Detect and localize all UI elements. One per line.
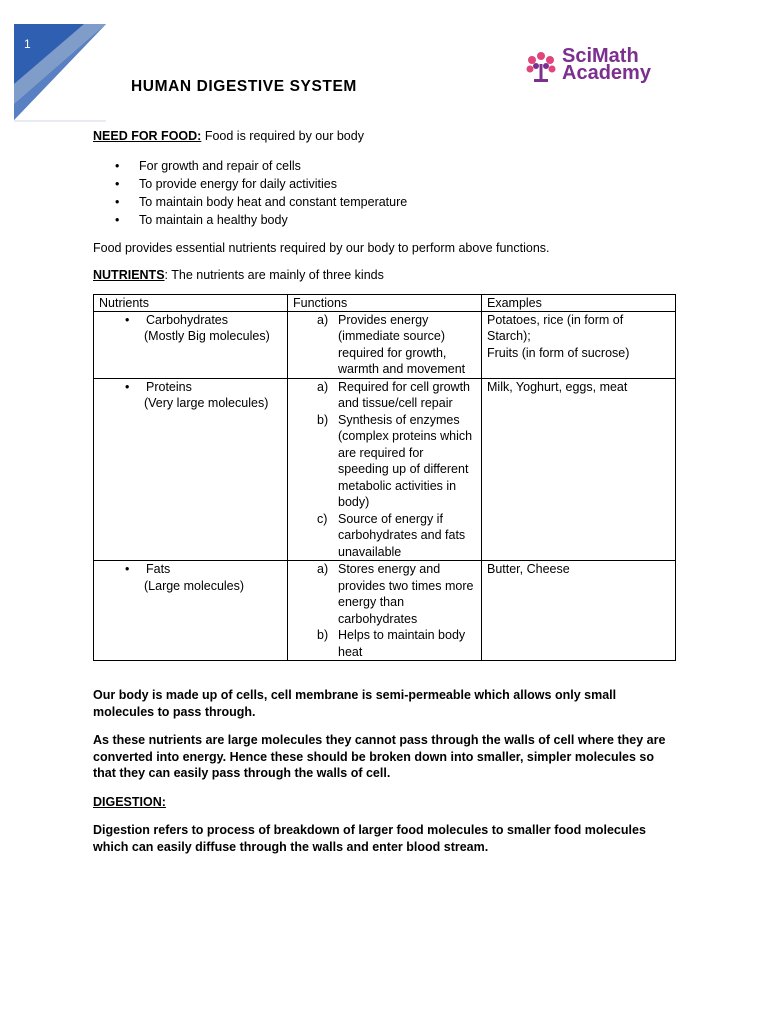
examples-cell [482,311,676,378]
need-for-food-text: Food is required by our body [204,129,364,143]
food-provides-text: Food provides essential nutrients required by our body to perform above functions. [93,240,550,255]
nutrients-table [93,294,676,662]
nutrient-name: Proteins [146,379,192,394]
corner-decoration [0,0,110,125]
table-row [94,378,676,561]
function-text: Helps to maintain body heat [338,628,466,659]
list-item: • For growth and repair of cells [93,157,676,175]
page-title: HUMAN DIGESTIVE SYSTEM [131,78,357,95]
cells-paragraph: Our body is made up of cells, cell membrane is semi-permeable which allows only small molecules to pass through. [93,688,617,719]
examples-text: Milk, Yoghurt, eggs, meat [487,379,628,394]
need-for-food-heading: NEED FOR FOOD: [93,129,202,143]
nutrient-cell: • Fats (Large molecules) [94,561,288,661]
function-text: Source of energy if carbohydrates and fats unavailable [338,511,466,559]
functions-cell: a) Stores energy and provides two times more energy than carbohydrates b) Helps to maintain body heat [288,561,482,661]
nutrient-desc: (Large molecules) [144,578,245,593]
nutrient-name: Carbohydrates [146,312,228,327]
header-functions: Functions [288,294,482,311]
need-for-food-line [93,128,676,145]
nutrients-paragraph: As these nutrients are large molecules they cannot pass through the walls of cell where they are converted into energy. Hence these should be broken down into smaller, simpler molecules so that they can easily pass through the walls of cell. [93,733,666,780]
nutrients-intro [93,267,676,284]
function-text: Stores energy and provides two times more energy than carbohydrates [338,562,474,626]
nutrient-cell: • Carbohydrates (Mostly Big molecules) [94,311,288,378]
list-item: • To maintain body heat and constant temperature [93,193,676,211]
nutrient-cell: • Proteins (Very large molecules) [94,378,288,561]
nutrient-desc: (Very large molecules) [144,396,269,410]
functions-cell: a) Required for cell growth and tissue/cell repair b) Synthesis of enzymes (complex proteins which are required for speeding up of different metabolic activities in body) c) Source of energy if carbohydrates and fats unavailable [288,378,482,561]
header-examples: Examples [482,294,676,311]
scimath-logo [524,45,660,88]
table-header-row [94,294,676,311]
list-item: • To maintain a healthy body [93,211,676,229]
digestion-text: Digestion refers to process of breakdown of larger food molecules to smaller food molecules which can easily diffuse through the walls and enter blood stream. [93,823,646,854]
tree-icon [524,48,558,86]
examples-text: Potatoes, rice (in form of Starch); Fruits (in form of sucrose) [487,312,630,360]
header-nutrients: Nutrients [94,294,288,311]
function-text: Synthesis of enzymes (complex proteins which are required for speeding up of different metabolic activities in body) [338,412,473,509]
need-for-food-list [93,157,676,229]
nutrients-intro-text: : The nutrients are mainly of three kinds [164,268,384,282]
page-number: 1 [24,37,31,51]
functions-cell: a) Provides energy (immediate source) required for growth, warmth and movement [288,311,482,378]
examples-cell [482,378,676,561]
logo-text: SciMath Academy [562,45,651,84]
document-body [93,128,676,855]
digestion-heading: DIGESTION: [93,794,166,809]
function-text: Provides energy (immediate source) required for growth, warmth and movement [338,312,466,376]
examples-text: Butter, Cheese [487,562,570,576]
table-row [94,561,676,661]
nutrient-name: Fats [146,562,171,576]
table-row [94,311,676,378]
nutrients-heading: NUTRIENTS [93,268,165,282]
function-text: Required for cell growth and tissue/cell repair [338,379,471,410]
list-item: • To provide energy for daily activities [93,175,676,193]
examples-cell [482,561,676,661]
nutrient-desc: (Mostly Big molecules) [144,329,270,343]
